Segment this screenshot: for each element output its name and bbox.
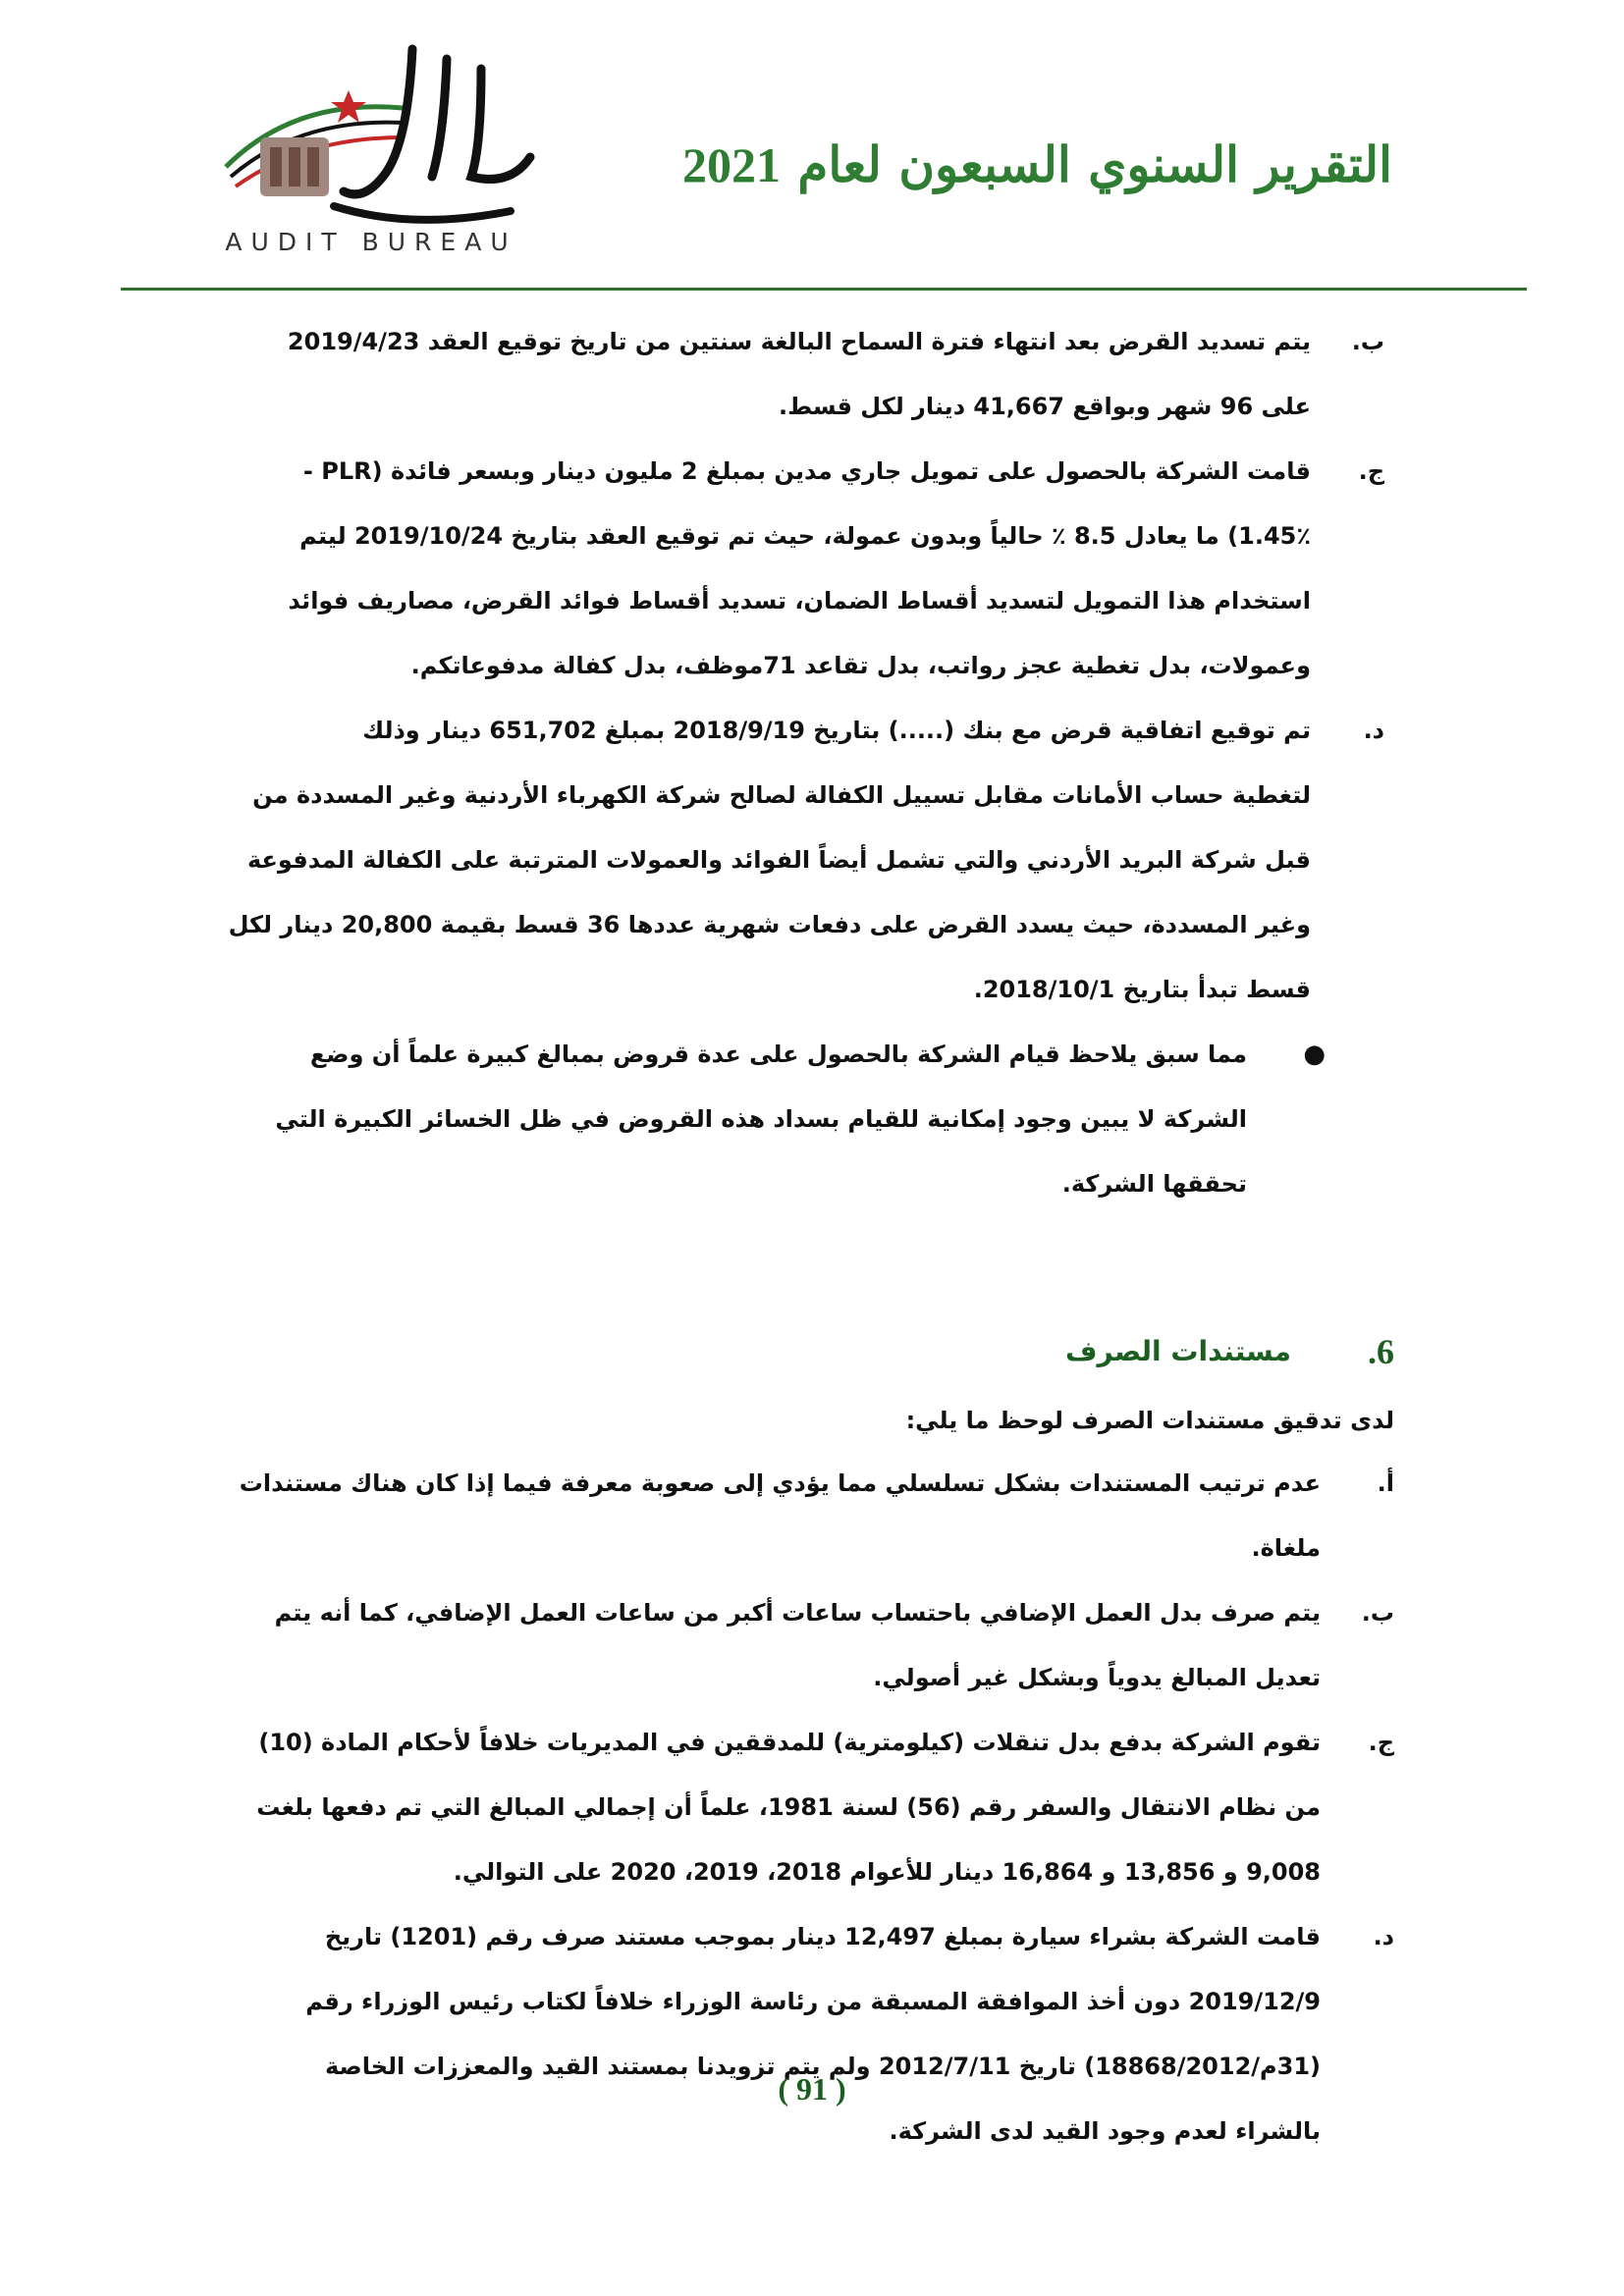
paragraph-line: قسط تبدأ بتاريخ 2018/10/1. [973,976,1311,1003]
section-heading [167,1331,1394,1386]
page-header [0,0,1624,294]
section-title: مستندات الصرف [1065,1335,1291,1367]
paragraph-line: قامت الشركة بشراء سيارة بمبلغ 12,497 دينار بموجب مستند صرف رقم (1201) تاريخ [324,1923,1321,1950]
paragraph-line: ملغاة. [1251,1534,1321,1562]
paragraph-line: على 96 شهر وبواقع 41,667 دينار لكل قسط. [779,393,1311,420]
page-number: ( 91 ) [778,2071,846,2107]
paragraph-marker: ب. [1361,1599,1394,1627]
paragraph-line: 9,008 و 13,856 و 16,864 دينار للأعوام 2018، 2019، 2020 على التوالي. [453,1858,1321,1886]
main-content-section [167,1319,1394,2163]
bullet-line: تحققها الشركة. [1061,1170,1247,1198]
paragraph-line: بالشراء لعدم وجود القيد لدى الشركة. [889,2117,1321,2145]
paragraph-line: لتغطية حساب الأمانات مقابل تسييل الكفالة لصالح شركة الكهرباء الأردنية وغير المسددة من [252,781,1311,809]
paragraph-line: (31م/18868/2012) تاريخ 2012/7/11 ولم يتم تزويدنا بمستند القيد والمعززات الخاصة [324,2053,1321,2080]
paragraph-line: 1.45٪) ما يعادل 8.5 ٪ حالياً وبدون عمولة، حيث تم توقيع العقد بتاريخ 2019/10/24 ليتم [299,522,1311,550]
report-year: 2021 [681,137,781,192]
paragraph-line: 2019/12/9 دون أخذ الموافقة المسبقة من رئاسة الوزراء خلافاً لكتاب رئيس الوزراء رقم [305,1988,1321,2015]
section-paragraph-a [167,1451,1394,1580]
audit-bureau-logo [187,29,550,260]
paragraph-marker: د. [1373,1923,1394,1950]
paragraph-d [167,698,1384,1022]
section-paragraph-j [167,1710,1394,1904]
bullet-icon: ● [1303,1040,1326,1069]
paragraph-line: قامت الشركة بالحصول على تمويل جاري مدين بمبلغ 2 مليون دينار وبسعر فائدة (PLR - [302,457,1311,485]
paragraph-line: يتم تسديد القرض بعد انتهاء فترة السماح البالغة سنتين من تاريخ توقيع العقد 2019/4/23 [287,328,1311,355]
paragraph-line: تم توقيع اتفاقية قرض مع بنك (.....) بتاريخ 2018/9/19 بمبلغ 651,702 دينار وذلك [362,717,1311,744]
main-content-top [167,309,1384,1216]
paragraph-line: تقوم الشركة بدفع بدل تنقلات (كيلومترية) للمدققين في المديريات خلافاً لأحكام المادة (10) [258,1729,1321,1756]
bullet-line: مما سبق يلاحظ قيام الشركة بالحصول على عدة قروض بمبالغ كبيرة علماً أن وضع [309,1041,1247,1068]
bullet-line: الشركة لا يبين وجود إمكانية للقيام بسداد هذه القروض في ظل الخسائر الكبيرة التي [275,1105,1247,1133]
paragraph-marker: د. [1363,717,1384,744]
header-divider [121,288,1527,291]
paragraph-marker: ج. [1368,1729,1394,1756]
paragraph-line: تعديل المبالغ يدوياً وبشكل غير أصولي. [873,1664,1321,1691]
logo-caption: AUDIT BUREAU [225,228,517,256]
paragraph-marker: ج. [1358,457,1384,485]
paragraph-line: يتم صرف بدل العمل الإضافي باحتساب ساعات أكبر من ساعات العمل الإضافي، كما أنه يتم [274,1599,1321,1627]
paragraph-line: قبل شركة البريد الأردني والتي تشمل أيضاً الفوائد والعمولات المترتبة على الكفالة المدفوعة [246,846,1311,874]
section-paragraph-d [167,1904,1394,2163]
paragraph-j [167,439,1384,698]
logo-arabic: ديوان المحاسبة [368,257,375,258]
paragraph-line: استخدام هذا التمويل لتسديد أقساط الضمان، تسديد أقساط فوائد القرض، مصاريف فوائد [288,587,1311,614]
section-number: 6. [1368,1332,1394,1371]
paragraph-marker: أ. [1377,1469,1394,1497]
paragraph-line: وعمولات، بدل تغطية عجز رواتب، بدل تقاعد 71موظف، بدل كفالة مدفوعاتكم. [410,652,1311,679]
report-title [682,135,1392,193]
paragraph-marker: ب. [1351,328,1384,355]
paragraph-b [167,309,1384,439]
section-paragraph-b [167,1580,1394,1710]
paragraph-line: من نظام الانتقال والسفر رقم (56) لسنة 1981، علماً أن إجمالي المبالغ التي تم دفعها بلغت [256,1793,1321,1821]
paragraph-line: وغير المسددة، حيث يسدد القرض على دفعات شهرية عددها 36 قسط بقيمة 20,800 دينار لكل [228,911,1311,938]
section-intro: لدى تدقيق مستندات الصرف لوحظ ما يلي: [905,1407,1394,1434]
report-title-text: التقرير السنوي السبعون لعام [780,135,1392,193]
paragraph-line: عدم ترتيب المستندات بشكل تسلسلي مما يؤدي إلى صعوبة معرفة فيما إذا كان هناك مستندات [239,1469,1321,1497]
observation-bullet [167,1022,1384,1216]
